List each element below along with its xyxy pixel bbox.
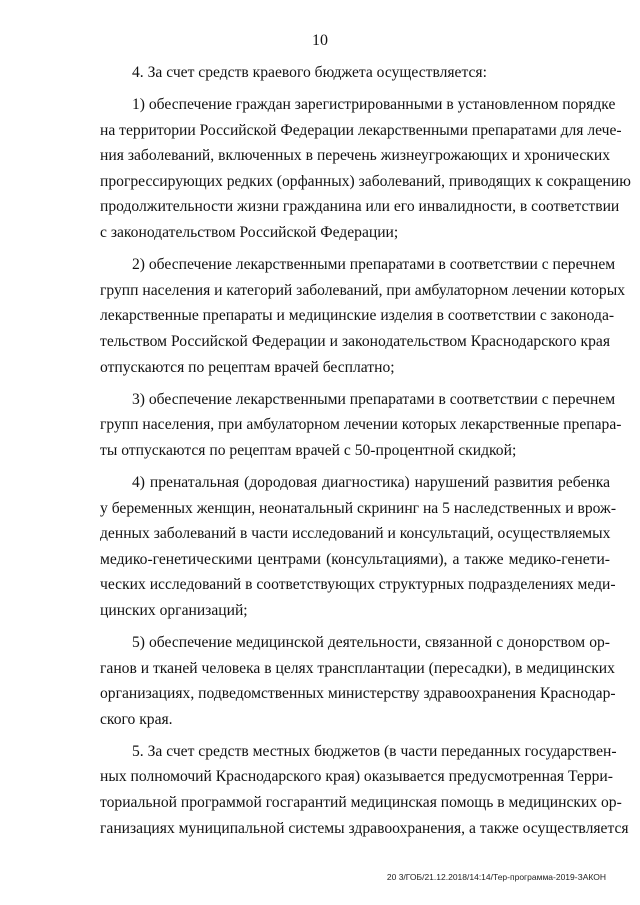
text-line: 2) обеспечение лекарственными препаратами в соответствии с перечнем — [132, 256, 616, 274]
text-line: ганизациях муниципальной системы здравоохранения, а также осуществляется — [100, 819, 629, 837]
text-line: ского края. — [100, 710, 173, 728]
text-line: организациях, подведомственных министерству здравоохранения Краснодар- — [100, 685, 616, 703]
text-line: с законодательством Российской Федерации; — [100, 224, 399, 242]
text-line: прогрессирующих редких (орфанных) заболеваний, приводящих к сокращению — [100, 172, 631, 190]
paragraph — [100, 60, 610, 86]
text-line: 5. За счет средств местных бюджетов (в части переданных государствен- — [132, 742, 617, 760]
text-line: цинских организаций; — [100, 601, 248, 619]
text-line: продолжительности жизни гражданина или его инвалидности, в соответствии — [100, 198, 620, 216]
text-line: медико-генетическими центрами (консультациями), а также медико-генети- — [100, 550, 610, 568]
text-line: ных полномочий Краснодарского края) оказывается предусмотренная Терри- — [100, 768, 613, 786]
text-line: у беременных женщин, неонатальный скрининг на 5 наследственных и врож- — [100, 499, 617, 517]
paragraph — [100, 739, 629, 841]
text-line: денных заболеваний в части исследований и консультаций, осуществляемых — [100, 525, 611, 543]
text-line: тельством Российской Федерации и законодательством Краснодарского края — [100, 332, 610, 350]
text-line: 4) пренатальная (дородовая диагностика) нарушений развития ребенка — [132, 473, 610, 491]
text-line: 1) обеспечение граждан зарегистрированными в установленном порядке — [132, 96, 616, 114]
document-footer-stamp: 20 3/ГОБ/21.12.2018/14:14/Тер-программа-2019-ЗАКОН — [386, 872, 606, 882]
text-line: на территории Российской Федерации лекарственными препаратами для лече- — [100, 121, 622, 139]
paragraph — [100, 630, 616, 732]
text-line: отпускаются по рецептам врачей бесплатно; — [100, 358, 395, 376]
text-line: групп населения и категорий заболеваний, при амбулаторном лечении которых — [100, 281, 625, 299]
paragraph — [100, 252, 625, 380]
document-body — [100, 60, 631, 848]
text-line: 5) обеспечение медицинской деятельности, связанной с донорством ор- — [132, 633, 610, 651]
paragraph — [100, 92, 631, 246]
paragraph — [100, 470, 617, 624]
text-line: ческих исследований в соответствующих структурных подразделениях меди- — [100, 576, 616, 594]
paragraph — [100, 387, 622, 464]
page-number: 10 — [312, 32, 328, 49]
text-line: ты отпускаются по рецептам врачей с 50-процентной скидкой; — [100, 441, 517, 459]
text-line: ганов и тканей человека в целях трансплантации (пересадки), в медицинских — [100, 659, 615, 677]
text-line: 4. За счет средств краевого бюджета осуществляется: — [132, 64, 487, 81]
text-line: ториальной программой госгарантий медицинская помощь в медицинских ор- — [100, 794, 622, 812]
text-line: 3) обеспечение лекарственными препаратами в соответствии с перечнем — [132, 390, 616, 408]
text-line: лекарственные препараты и медицинские изделия в соответствии с законода- — [100, 307, 615, 325]
text-line: групп населения, при амбулаторном лечении которых лекарственные препара- — [100, 416, 622, 434]
text-line: ния заболеваний, включенных в перечень жизнеугрожающих и хронических — [100, 147, 610, 165]
